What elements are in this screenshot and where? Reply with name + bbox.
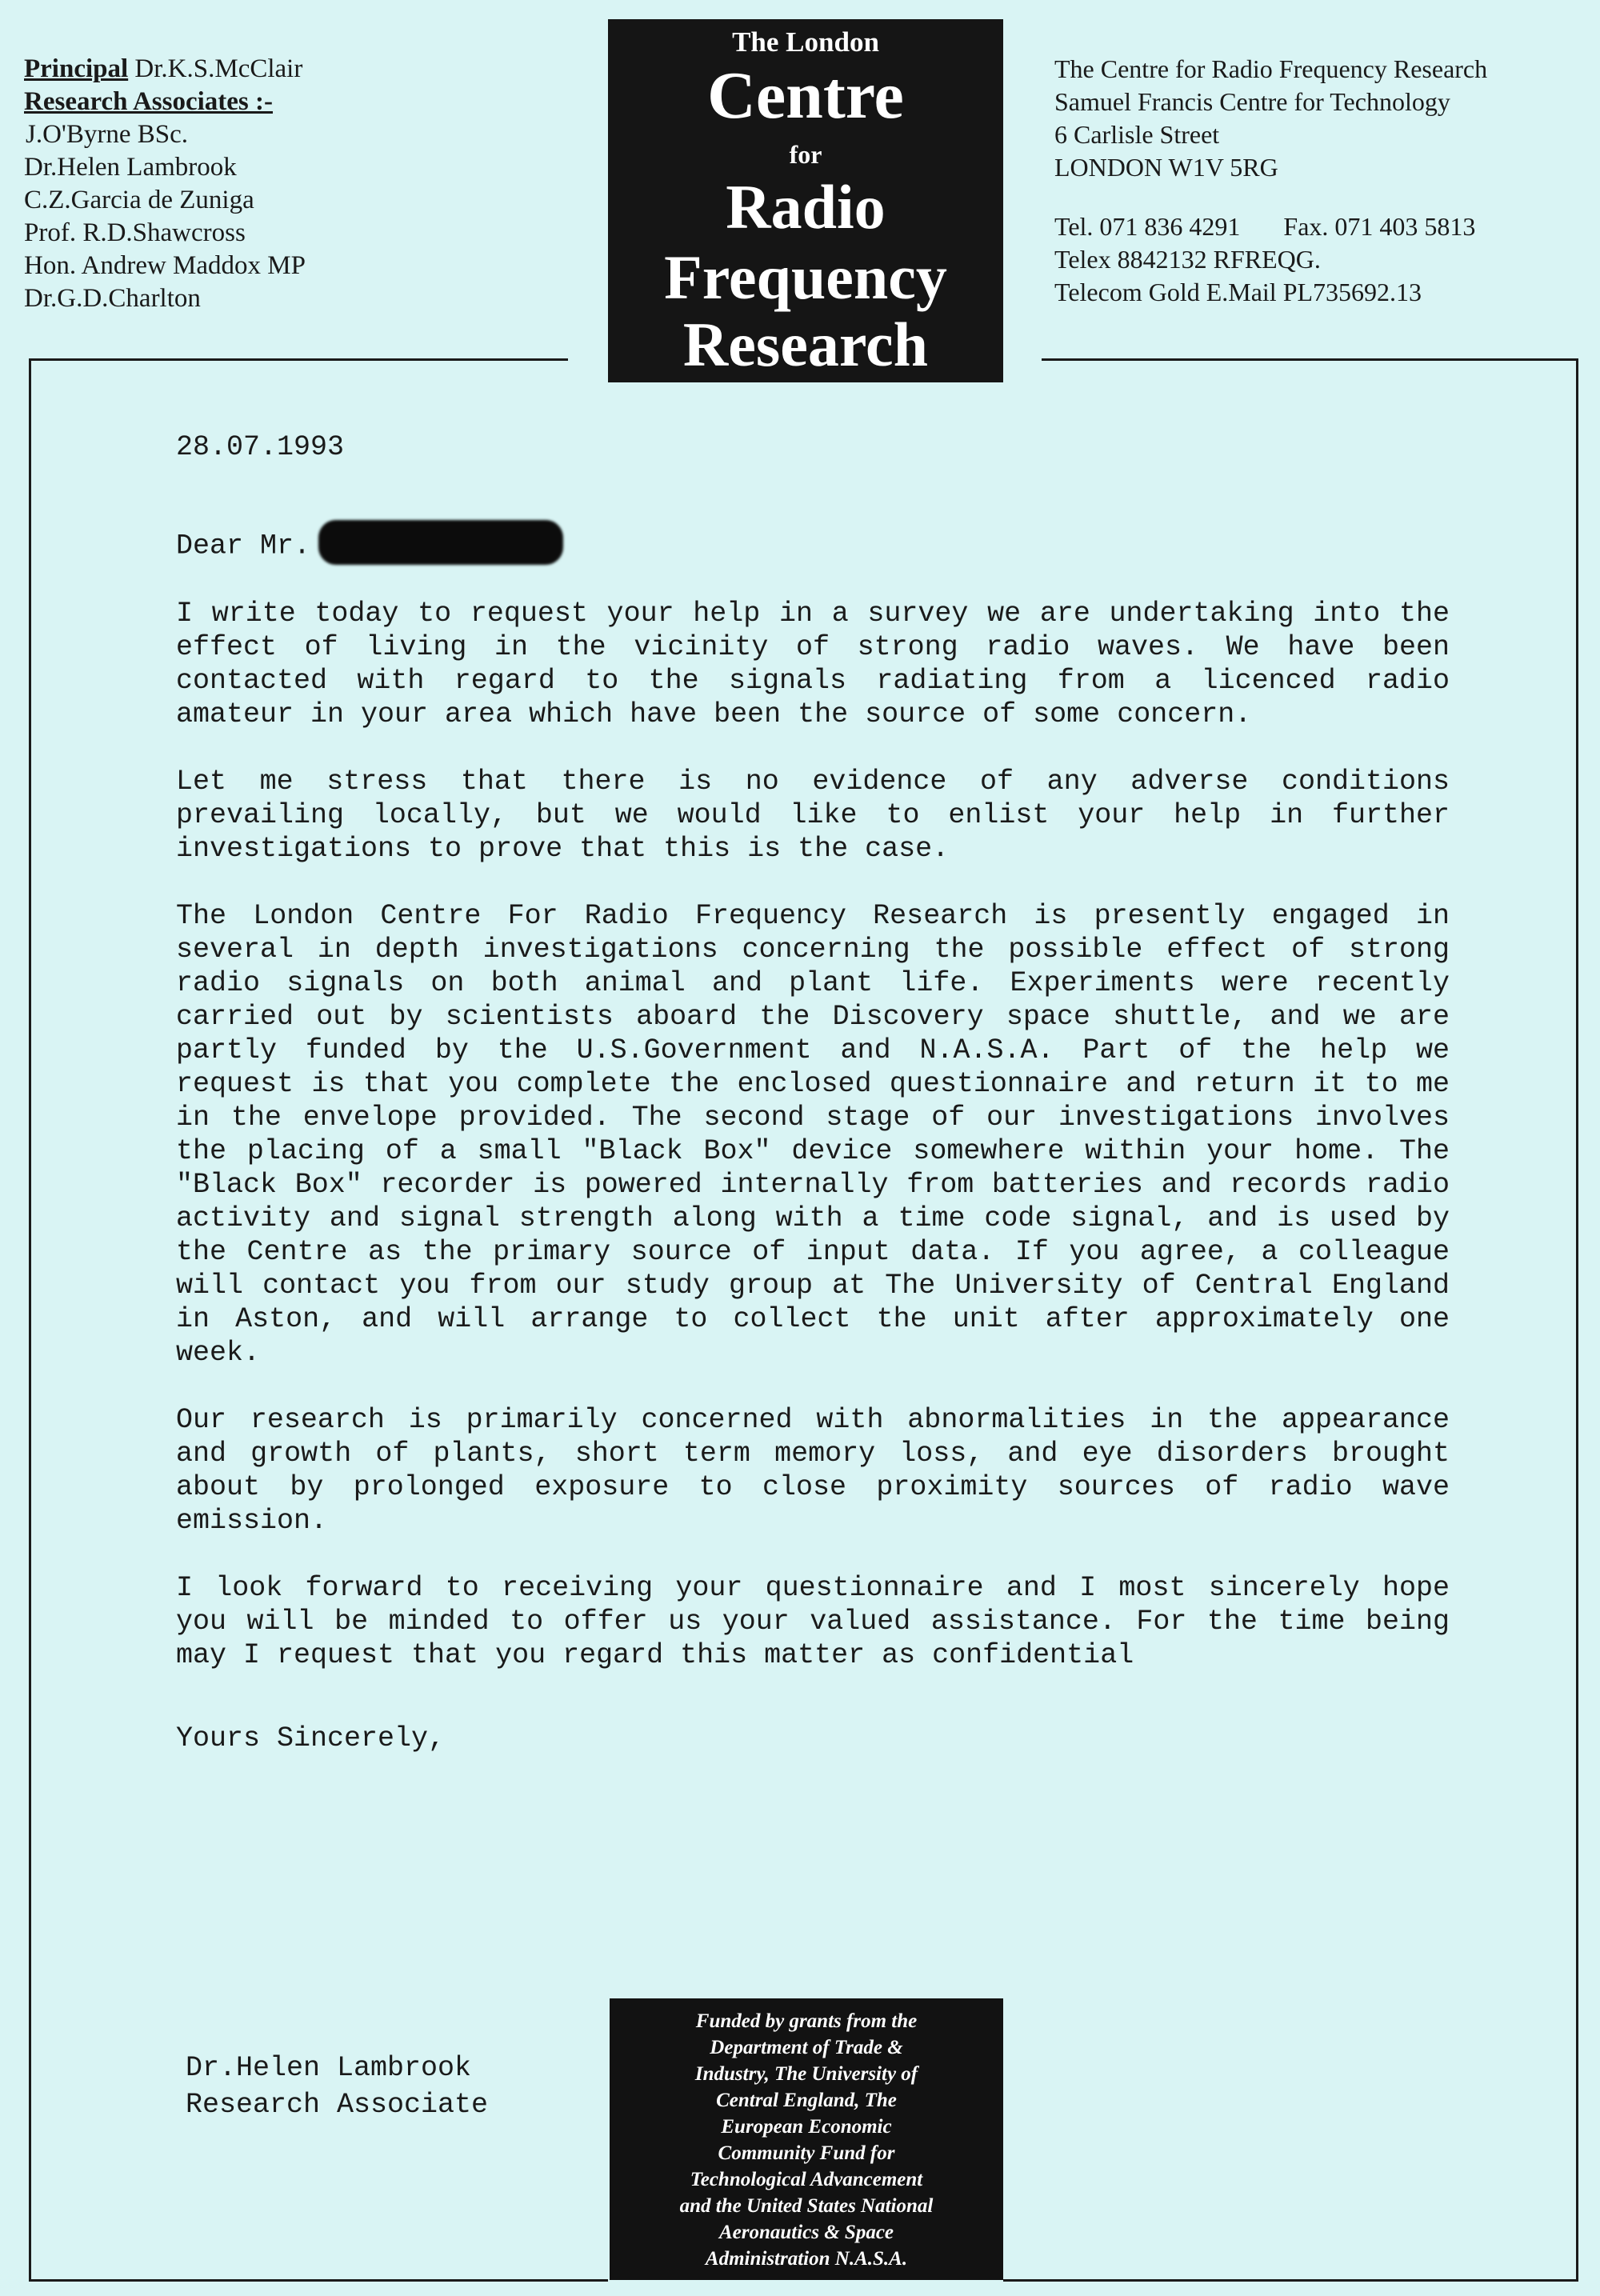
- frame-line: [29, 2279, 608, 2282]
- letter-paragraph: I write today to request your help in a survey we are undertaking into the effect of living in the vicinity of strong radio waves. We have been contacted with regard to the signals radiating from a licenced radio amateur in your area which have been the source of some concern.: [176, 598, 1450, 730]
- funding-line: Industry, The University of: [694, 2063, 918, 2085]
- spacer: [1054, 184, 1590, 210]
- fax: Fax. 071 403 5813: [1283, 212, 1476, 241]
- principal-row: [24, 53, 584, 86]
- funding-line: Funded by grants from the: [695, 2010, 918, 2032]
- logo-line: Frequency: [664, 242, 947, 312]
- funding-line: European Economic: [721, 2116, 892, 2138]
- closing: Yours Sincerely,: [176, 1722, 446, 1754]
- associate-item: Dr.Helen Lambrook: [24, 153, 237, 182]
- letter-date: 28.07.1993: [176, 431, 345, 463]
- letter-paragraph: The London Centre For Radio Frequency Research is presently engaged in several in depth investigations concerning the possible effect of strong radio signals on both animal and plant life. Experiments were recently carried out by scientists aboard the Discovery space shuttle, and we are partly funded by the U.S.Government and N.A.S.A. Part of the help we request is that you complete the enclosed questionnaire and return it to me in the envelope provided. The second stage of our investigations involves the placing of a small "Black Box" device somewhere within your home. The "Black Box" recorder is powered internally from batteries and records radio activity and signal strength along with a time code signal, and is used by the Centre as the primary source of input data. If you agree, a colleague will contact you from our study group at The University of Central England in Aston, and will arrange to collect the unit after approximately one week.: [176, 900, 1450, 1369]
- frame-line: [1576, 358, 1578, 2282]
- associate-item: C.Z.Garcia de Zuniga: [24, 186, 254, 214]
- associate-item: J.O'Byrne BSc.: [26, 120, 189, 149]
- address-line: The Centre for Radio Frequency Research: [1054, 54, 1488, 83]
- associate-item: Dr.G.D.Charlton: [24, 284, 201, 313]
- signer-title: Research Associate: [186, 2089, 489, 2121]
- address-line: LONDON W1V 5RG: [1054, 153, 1278, 182]
- telephone: Tel. 071 836 4291: [1054, 212, 1241, 241]
- address-line: Samuel Francis Centre for Technology: [1054, 87, 1450, 116]
- funding-line: Department of Trade &: [710, 2037, 903, 2058]
- principal-name: Dr.K.S.McClair: [134, 54, 303, 83]
- logo-line: for: [789, 140, 822, 169]
- funding-line: Aeronautics & Space: [718, 2222, 894, 2243]
- letter-body: [176, 430, 1450, 1755]
- phone-line: [1054, 210, 1590, 243]
- logo-line: Centre: [707, 58, 904, 133]
- funding-notice: [610, 1998, 1003, 2280]
- signer-name: Dr.Helen Lambrook: [186, 2052, 472, 2084]
- frame-line: [1042, 358, 1578, 361]
- funding-line: Technological Advancement: [690, 2169, 923, 2190]
- email: Telecom Gold E.Mail PL735692.13: [1054, 278, 1422, 306]
- letter-paragraph: Let me stress that there is no evidence of any adverse conditions prevailing locally, but we would like to enlist your help in further investigations to prove that this is the case.: [176, 766, 1450, 865]
- frame-line: [29, 358, 31, 2282]
- associate-item: Prof. R.D.Shawcross: [24, 218, 246, 247]
- associate-item: Hon. Andrew Maddox MP: [24, 251, 306, 280]
- associates-label: Research Associates :-: [24, 87, 273, 116]
- telex: Telex 8842132 RFREQG.: [1054, 245, 1321, 274]
- signature-block: [186, 2050, 488, 2123]
- salutation-text: Dear Mr.: [176, 530, 311, 562]
- principal-label: Principal: [24, 54, 129, 83]
- frame-line: [29, 358, 568, 361]
- letter-paragraph: Our research is primarily concerned with abnormalities in the appearance and growth of plants, short term memory loss, and eye disorders brought about by prolonged exposure to close proximity sources of radio wave emission.: [176, 1404, 1450, 1537]
- salutation: [176, 526, 1450, 565]
- funding-line: Administration N.A.S.A.: [705, 2248, 908, 2270]
- letter-paragraph: I look forward to receiving your questionnaire and I most sincerely hope you will be minded to offer us your valued assistance. For the time being may I request that you regard this matter as confidential: [176, 1572, 1450, 1671]
- staff-list: [24, 53, 584, 315]
- logo-line: Radio: [726, 172, 886, 242]
- frame-line: [1003, 2279, 1578, 2282]
- address-line: 6 Carlisle Street: [1054, 120, 1220, 149]
- funding-line: Central England, The: [716, 2090, 897, 2111]
- logo-line: Research: [682, 310, 929, 379]
- funding-line: Community Fund for: [718, 2142, 895, 2164]
- funding-line: and the United States National: [679, 2195, 934, 2217]
- logo-line: The London: [732, 26, 879, 58]
- organization-logo: [608, 19, 1003, 382]
- redaction-mark: [318, 520, 563, 565]
- address-block: [1054, 53, 1590, 309]
